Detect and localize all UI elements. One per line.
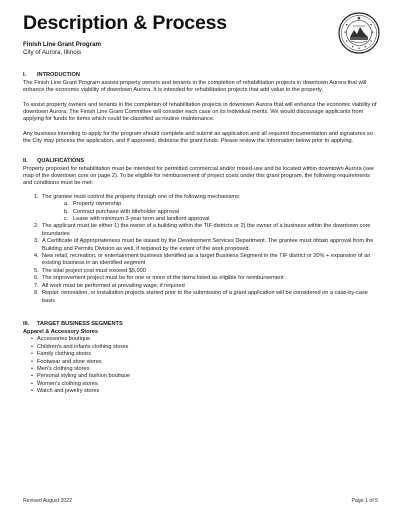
list-item: a. Property ownership [64,201,122,208]
intro-paragraph: The Finish Line Grant Program assists property owners and tenants in the completion of rehabilitation projects in downtown Aurora that will enhance the economic viability of downtown Aurora. It is intended for rehabilitation projects that add value to the property. [23,79,367,93]
page-number: Page 1 of 5 [351,498,378,504]
intro-paragraph: Any business intending to apply for the program should complete and submit an application and all required documentation and signatures so the City may process the application, and if approved, disburse the grant funds. Please review the information below prior to applying. [23,131,373,145]
list-item: 3. A Certificate of Appropriateness must be issued by the Development Services Department. The grantee must obtain approval from the Building and Permits Division as well, if required by the extent of the work proposed. [34,238,374,252]
list-item: 7. All work must be performed at prevailing wage, if required [34,282,185,289]
list-item: • Children's and infants clothing stores [32,344,379,351]
list-item: • Women's clothing stores [32,381,379,388]
revision-date: Revised August 2022 [23,498,73,504]
intro-paragraph: To assist property owners and tenants in the completion of rehabilitation projects in downtown Aurora that will enhance the economic viability of downtown Aurora. The Finish Line Grant Committee will consider each case on its individual merits. We would discourage applicants from applying for funds for items which could be classified as routine maintenance. [23,101,377,123]
page-title: Description & Process [23,12,227,34]
list-item: 4. New retail, recreation, or entertainment business identified as a target Business Segment in the TIF district or 20% + expansion of an existing business in an identified segment [34,253,371,267]
list-item: 1. The grantee must control the property through one of the following mechanisms: a. Property ownership b. Contract purchase with titleholder approval c. Lease with minimum 3-year term and landlord approval [23,194,379,224]
section-heading-qualifications: II. QUALIFICATIONS [23,158,85,164]
section-heading-introduction: I. INTRODUCTION [23,72,80,78]
apparel-stores-list [23,336,379,395]
segment-subheading: Apparel & Accessory Stores [23,328,99,335]
list-item: 6. The improvement project must be for one or more of the items listed as eligible for reimbursement [34,275,284,282]
section-heading-target-segments: III. TARGET BUSINESS SEGMENTS [23,320,123,327]
list-item: • Personal styling and fashion boutique [32,373,379,380]
list-item: • Men's clothing stores [32,366,379,373]
list-item: • Watch and jewelry stores [32,388,379,395]
list-item: 2. The applicant must be either 1) the owner of a building within the TIF districts or 2) the owner of a business within the downtown core boundaries [34,223,371,237]
list-item: • Accessories boutique [32,336,379,343]
list-item: • Family clothing stores [32,351,379,358]
program-location: City of Aurora, Illinois [23,49,82,56]
city-seal-icon [338,12,380,54]
qualifications-intro: Property proposed for rehabilitation must be intended for permitted commercial and/or mixed-use and be located within downtown Aurora (see map of the downtown core on page 2). To be eligible for reimbursement of project costs under this grant program, the following requirements and conditions must be met: [23,165,375,187]
program-name: Finish Line Grant Program [23,41,102,48]
list-item: b. Contract purchase with titleholder approval [64,208,180,215]
list-item: c. Lease with minimum 3-year term and landlord approval [64,216,210,223]
control-mechanisms-list [42,201,379,223]
list-item: 8. Repair, renovation, or installation projects started prior to the submission of a grant application will be considered on a case-by-case basis [34,290,368,304]
qualifications-list [23,194,379,305]
list-item: • Footwear and shoe stores [32,359,379,366]
list-item: 5. The total project cost must exceed $5,000 [34,267,146,274]
document-body [23,72,379,396]
